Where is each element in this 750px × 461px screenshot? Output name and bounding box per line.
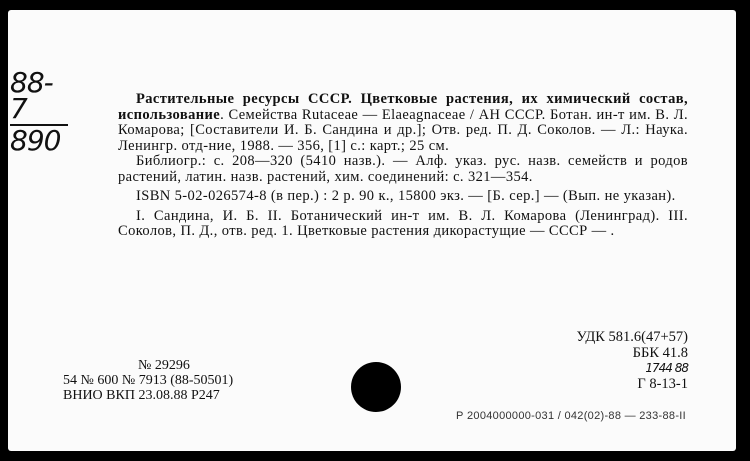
print-info: [63, 358, 233, 403]
print-line-1: 54 № 600 № 7913 (88-50501): [63, 373, 234, 388]
udk-code: УДК 581.6(47+57): [576, 329, 688, 345]
handwritten-bottom: 890: [10, 124, 61, 157]
handwritten-shelf-mark: [10, 66, 88, 157]
entry-title-rest: . Семейства Rutaceae — Elaeagnaceae / АН СССР. Ботан. ин-т им. В. Л. Комарова; [Составители И. Б. Сандина и др.]; Отв. ред. П. Д. Соколов. — Л.: Наука. Ленингр. отд-ние, 1988. — 356, [1] с.: карт.; 25 см.: [118, 106, 688, 154]
entry-bibliography: Библиогр.: с. 208—320 (5410 назв.). — Алф. указ. рус. назв. семейств и родов растений, латин. назв. растений, хим. соединений: с. 321—354.: [118, 153, 688, 185]
card-number: № 29296: [138, 358, 190, 373]
bbk-code: ББК 41.8: [632, 344, 688, 361]
handwritten-top: 88-7: [10, 70, 68, 126]
bbk-secondary: Г 8-13-1: [637, 375, 688, 392]
classification-block: [577, 330, 688, 392]
catalog-card: [8, 10, 736, 451]
print-line-2: ВНИО ВКП 23.08.88 Р247: [63, 388, 220, 403]
entry-title-paragraph: [118, 92, 688, 154]
punch-hole: [351, 362, 401, 412]
entry-body: [118, 92, 688, 240]
footer-code: Р 2004000000-031 / 042(02)-88 — 233-88-II: [455, 410, 686, 422]
entry-title: Растительные ресурсы СССР. Цветковые растения, их химический состав, использование: [118, 91, 688, 123]
bbk-handwritten: 1744 88: [645, 361, 688, 375]
entry-isbn: ISBN 5-02-026574-8 (в пер.) : 2 р. 90 к., 15800 экз. — [Б. сер.] — (Вып. не указан).: [136, 188, 676, 204]
entry-tracings: I. Сандина, И. Б. II. Ботанический ин-т им. В. Л. Комарова (Ленинград). III. Соколов, П. Д., отв. ред. 1. Цветковые растения дикорастущие — СССР — .: [118, 207, 688, 239]
